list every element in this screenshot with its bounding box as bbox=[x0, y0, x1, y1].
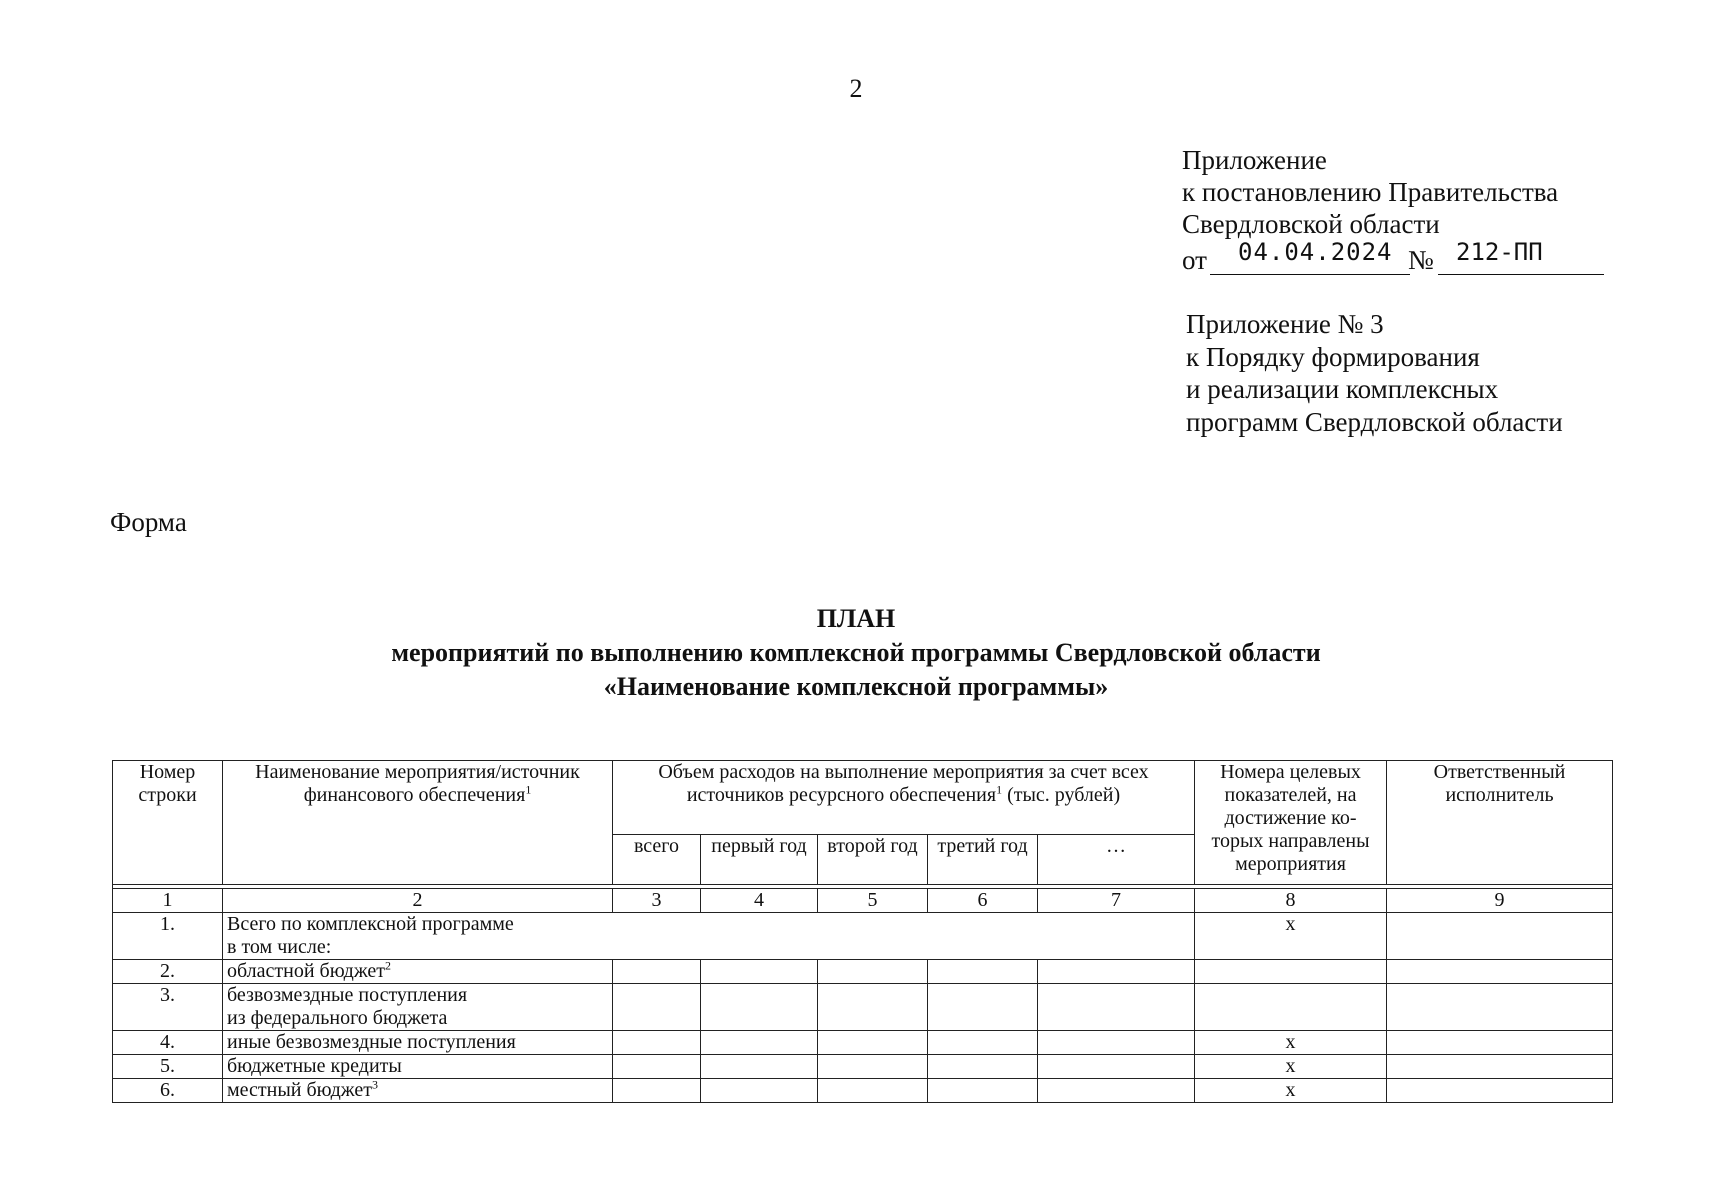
row-executor bbox=[1387, 913, 1613, 960]
header-year-3: третий год bbox=[928, 835, 1038, 885]
table-row bbox=[113, 913, 1613, 960]
approval-block bbox=[1182, 144, 1558, 274]
column-number: 1 bbox=[113, 889, 223, 913]
column-number: 4 bbox=[701, 889, 818, 913]
title-line-2: мероприятий по выполнению комплексной программы Свердловской области bbox=[391, 638, 1321, 667]
header-year-2: второй год bbox=[818, 835, 928, 885]
header-executor: Ответственный исполнитель bbox=[1387, 761, 1613, 885]
row-name: бюджетные кредиты bbox=[223, 1055, 613, 1079]
appendix-block bbox=[1186, 308, 1563, 438]
header-total: всего bbox=[613, 835, 701, 885]
header-indicators: Номера целевых показателей, на достижение ко-торых направлены мероприятия bbox=[1195, 761, 1387, 885]
row-executor bbox=[1387, 1055, 1613, 1079]
row-number: 4. bbox=[113, 1031, 223, 1055]
approval-number: 212-ПП bbox=[1456, 238, 1543, 266]
approval-line-1: Приложение bbox=[1182, 145, 1327, 175]
header-volume: Объем расходов на выполнение мероприятия за счет всех источников ресурсного обеспечения$^1$ (тыс. рублей) bbox=[613, 761, 1195, 835]
header-more-years: … bbox=[1038, 835, 1195, 885]
column-number: 6 bbox=[928, 889, 1038, 913]
date-prefix: от bbox=[1182, 245, 1207, 275]
appendix-line-4: программ Свердловской области bbox=[1186, 406, 1563, 437]
header-row-number: Номер строки bbox=[113, 761, 223, 885]
row-name: иные безвозмездные поступления bbox=[223, 1031, 613, 1055]
column-number: 8 bbox=[1195, 889, 1387, 913]
row-executor bbox=[1387, 984, 1613, 1031]
column-number: 2 bbox=[223, 889, 613, 913]
row-number: 6. bbox=[113, 1079, 223, 1103]
page-number: 2 bbox=[849, 74, 863, 103]
row-name: местный бюджет$^3$ bbox=[223, 1079, 613, 1103]
table-row bbox=[113, 1031, 1613, 1055]
row-executor bbox=[1387, 1031, 1613, 1055]
header-name: Наименование мероприятия/источник финансового обеспечения$^1$ bbox=[223, 761, 613, 885]
row-number: 3. bbox=[113, 984, 223, 1031]
number-underline bbox=[1438, 274, 1604, 275]
title-line-3: «Наименование комплексной программы» bbox=[603, 672, 1109, 701]
row-number: 5. bbox=[113, 1055, 223, 1079]
appendix-line-2: к Порядку формирования bbox=[1186, 341, 1480, 372]
row-indicators bbox=[1195, 984, 1387, 1031]
table-row bbox=[113, 960, 1613, 984]
row-indicators: х bbox=[1195, 1055, 1387, 1079]
row-executor bbox=[1387, 960, 1613, 984]
column-number: 9 bbox=[1387, 889, 1613, 913]
row-name: областной бюджет$^2$ bbox=[223, 960, 613, 984]
row-name: Всего по комплексной программе в том числе: bbox=[223, 913, 1195, 960]
table-row bbox=[113, 1055, 1613, 1079]
row-name: безвозмездные поступления из федерального бюджета bbox=[223, 984, 613, 1031]
row-indicators: х bbox=[1195, 913, 1387, 960]
approval-date-line bbox=[1182, 240, 1558, 274]
header-year-1: первый год bbox=[701, 835, 818, 885]
document-title bbox=[0, 602, 1712, 704]
approval-line-3: Свердловской области bbox=[1182, 209, 1440, 239]
approval-date: 04.04.2024 bbox=[1238, 238, 1393, 266]
table-row bbox=[113, 984, 1613, 1031]
row-executor bbox=[1387, 1079, 1613, 1103]
column-number: 7 bbox=[1038, 889, 1195, 913]
date-underline bbox=[1210, 274, 1410, 275]
number-sign: № bbox=[1408, 245, 1434, 275]
row-indicators bbox=[1195, 960, 1387, 984]
column-number-row bbox=[113, 889, 1613, 913]
row-indicators: х bbox=[1195, 1031, 1387, 1055]
appendix-line-1: Приложение № 3 bbox=[1186, 309, 1384, 339]
row-indicators: х bbox=[1195, 1079, 1387, 1103]
approval-line-2: к постановлению Правительства bbox=[1182, 177, 1559, 207]
form-label: Форма bbox=[110, 507, 187, 537]
row-number: 1. bbox=[113, 913, 223, 960]
row-number: 2. bbox=[113, 960, 223, 984]
title-line-1: ПЛАН bbox=[816, 604, 896, 633]
appendix-line-3: и реализации комплексных bbox=[1186, 374, 1499, 404]
column-number: 3 bbox=[613, 889, 701, 913]
plan-table bbox=[112, 760, 1613, 1103]
table-row bbox=[113, 1079, 1613, 1103]
column-number: 5 bbox=[818, 889, 928, 913]
